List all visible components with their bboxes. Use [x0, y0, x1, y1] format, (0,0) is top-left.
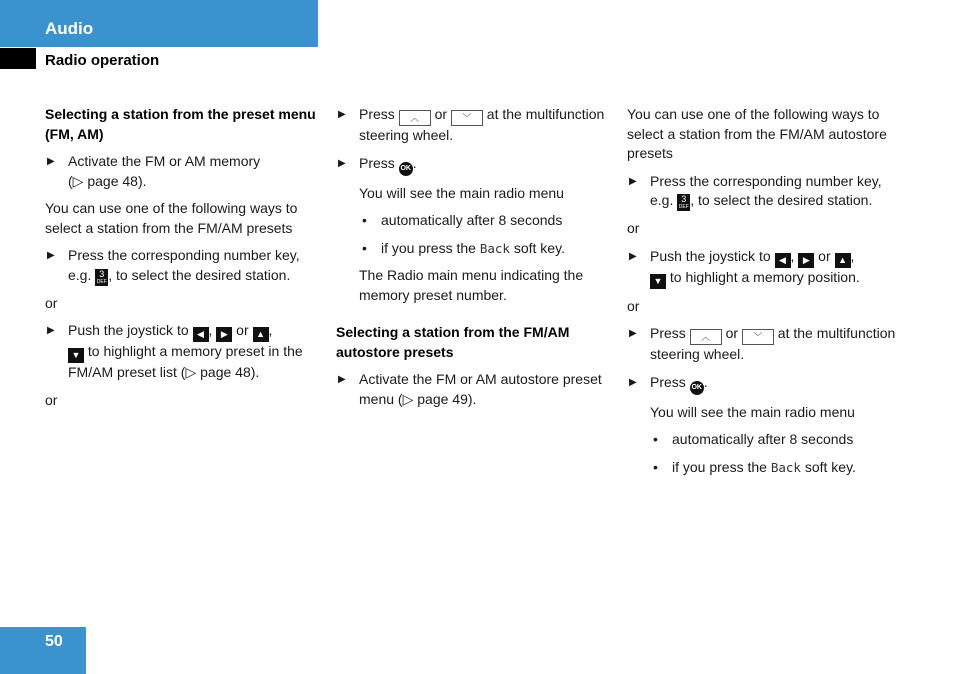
joystick-up-icon: ▲ — [253, 327, 269, 342]
or-label: or — [627, 297, 640, 314]
joystick-right-icon: ▶ — [798, 253, 814, 268]
chapter-title: Audio — [45, 19, 94, 38]
column-2 — [336, 105, 611, 417]
steering-down-button-icon: ﹀ — [742, 329, 774, 345]
step-press-ok: ▶ Press OK . — [336, 154, 611, 176]
joystick-right-icon: ▶ — [216, 327, 232, 342]
step-arrow-icon: ▶ — [629, 250, 637, 262]
page-ref-icon: ▷ — [72, 172, 84, 189]
or-label: or — [45, 294, 58, 311]
step-arrow-icon: ▶ — [629, 175, 637, 187]
number-key-3-icon: 3 DEF — [678, 194, 689, 210]
bullet-icon: • — [362, 212, 367, 228]
page-ref-icon: ▷ — [402, 390, 414, 407]
steering-up-button-icon: ︿ — [399, 110, 431, 126]
step-arrow-icon: ▶ — [47, 250, 55, 261]
step-arrow-icon: ▶ — [338, 109, 346, 120]
heading-autostore: Selecting a station from the FM/AM autostore presets — [336, 324, 570, 360]
joystick-up-icon: ▲ — [835, 253, 851, 268]
paragraph-ways-autostore: You can use one of the following ways to select a station from the FM/AM autostore presets — [627, 106, 887, 161]
step-activate-memory: ▶ Activate the FM or AM memory (▷ page 48). — [47, 153, 261, 189]
section-title: Radio operation — [45, 52, 160, 69]
page-number-box — [0, 627, 86, 674]
paragraph-main-menu: You will see the main radio menu — [359, 184, 564, 201]
bullet-icon: • — [653, 458, 658, 475]
ok-button-icon: OK — [399, 162, 413, 176]
or-label: or — [627, 220, 640, 236]
heading-preset-menu: Selecting a station from the preset menu (FM, AM) — [45, 106, 316, 142]
number-key-3-icon: 3 DEF — [96, 268, 107, 285]
column-1 — [45, 105, 320, 418]
joystick-down-icon: ▼ — [68, 348, 84, 363]
bullet-back: • if you press the Back soft key. — [627, 458, 907, 478]
column-3 — [627, 105, 907, 485]
step-arrow-icon: ▶ — [629, 328, 637, 339]
step-arrow-icon: ▶ — [629, 376, 637, 388]
paragraph-ways: You can use one of the following ways to select a station from the FM/AM presets — [45, 200, 298, 236]
step-joystick: ▶ Push the joystick to ◀ , ▶ or ▲ , ▼ to highlight a memory position. — [627, 247, 907, 289]
page-number: 50 — [45, 633, 63, 650]
bullet-auto: • automatically after 8 seconds — [336, 211, 611, 231]
step-number-key: ▶ Press the corresponding number key, e.g. 3 DEF , to select the desired station. — [629, 172, 882, 210]
section-marker — [0, 48, 36, 69]
step-press-steering: ▶ Press ︿ or ﹀ at the multifunction steering wheel. — [629, 325, 896, 362]
paragraph-main-menu: You will see the main radio menu — [650, 403, 855, 420]
step-press-steering: ▶ Press ︿ or ﹀ at the multifunction steering wheel. — [338, 106, 605, 143]
back-softkey-label: Back — [770, 459, 801, 475]
steering-up-button-icon: ︿ — [690, 329, 722, 345]
step-arrow-icon: ▶ — [47, 156, 55, 167]
joystick-down-icon: ▼ — [650, 274, 666, 289]
or-label: or — [45, 391, 58, 408]
step-arrow-icon: ▶ — [47, 325, 55, 336]
ok-button-icon: OK — [690, 381, 704, 395]
bullet-icon: • — [362, 239, 367, 256]
bullet-icon: • — [653, 431, 658, 447]
joystick-left-icon: ◀ — [775, 253, 791, 268]
joystick-left-icon: ◀ — [193, 327, 209, 342]
bullet-auto: • automatically after 8 seconds — [627, 430, 907, 450]
steering-down-button-icon: ﹀ — [451, 110, 483, 126]
bullet-back: • if you press the Back soft key. — [336, 239, 611, 259]
step-number-key: ▶ Press the corresponding number key, e.g. 3 DEF , to select the desired station. — [47, 247, 300, 285]
back-softkey-label: Back — [479, 240, 510, 256]
step-activate-autostore: ▶ Activate the FM or AM autostore preset menu (▷ page 49). — [338, 371, 602, 407]
paragraph-preset-number: The Radio main menu indicating the memory preset number. — [359, 267, 584, 303]
step-press-ok: ▶ Press OK . — [627, 373, 907, 395]
step-joystick: ▶ Push the joystick to ◀ , ▶ or ▲ , ▼ to highlight a memory preset in the FM/AM preset list (▷ page 48). — [47, 322, 303, 380]
step-arrow-icon: ▶ — [338, 157, 346, 169]
page-ref-icon: ▷ — [185, 364, 197, 380]
step-arrow-icon: ▶ — [338, 374, 346, 385]
